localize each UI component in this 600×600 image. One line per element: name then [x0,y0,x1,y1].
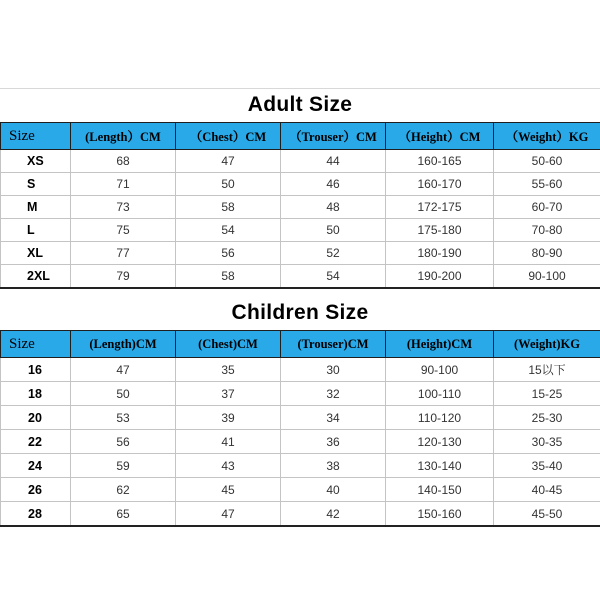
header-size: Size [1,123,71,150]
trouser-cell: 50 [281,219,386,242]
table-row [1,502,600,527]
weight-cell: 80-90 [494,242,600,265]
chest-cell: 58 [176,196,281,219]
children-size-title: Children Size [231,301,369,324]
weight-cell: 25-30 [494,406,600,430]
length-cell: 71 [71,173,176,196]
header-weight: (Weight)KG [494,331,600,358]
height-cell: 160-165 [386,150,494,173]
chest-cell: 47 [176,150,281,173]
table-row [1,173,600,196]
header-trouser: （Trouser）CM [281,123,386,150]
trouser-cell: 46 [281,173,386,196]
adult-size-title: Adult Size [247,93,353,116]
chest-cell: 58 [176,265,281,289]
weight-cell: 60-70 [494,196,600,219]
chest-cell: 43 [176,454,281,478]
size-cell: 28 [1,502,71,527]
chest-cell: 50 [176,173,281,196]
chest-cell: 37 [176,382,281,406]
size-cell: 26 [1,478,71,502]
size-cell: 20 [1,406,71,430]
height-cell: 150-160 [386,502,494,527]
header-length: (Length)CM [71,331,176,358]
size-cell: XS [1,150,71,173]
height-cell: 110-120 [386,406,494,430]
trouser-cell: 42 [281,502,386,527]
weight-cell: 50-60 [494,150,600,173]
size-cell: L [1,219,71,242]
weight-cell: 55-60 [494,173,600,196]
size-cell: 2XL [1,265,71,289]
height-cell: 172-175 [386,196,494,219]
children-header-row [1,331,600,358]
chest-cell: 35 [176,358,281,382]
chest-cell: 45 [176,478,281,502]
weight-cell: 30-35 [494,430,600,454]
size-cell: 24 [1,454,71,478]
size-cell: XL [1,242,71,265]
size-cell: 16 [1,358,71,382]
size-cell: M [1,196,71,219]
chest-cell: 56 [176,242,281,265]
height-cell: 130-140 [386,454,494,478]
length-cell: 73 [71,196,176,219]
length-cell: 68 [71,150,176,173]
header-size: Size [1,331,71,358]
weight-cell: 45-50 [494,502,600,527]
length-cell: 47 [71,358,176,382]
table-row [1,196,600,219]
table-row [1,150,600,173]
header-chest: （Chest）CM [176,123,281,150]
table-row [1,430,600,454]
length-cell: 62 [71,478,176,502]
adult-size-section [0,88,600,289]
trouser-cell: 36 [281,430,386,454]
height-cell: 160-170 [386,173,494,196]
trouser-cell: 54 [281,265,386,289]
header-length: (Length）CM [71,123,176,150]
length-cell: 77 [71,242,176,265]
children-table-body [1,358,600,527]
length-cell: 79 [71,265,176,289]
trouser-cell: 52 [281,242,386,265]
height-cell: 175-180 [386,219,494,242]
trouser-cell: 32 [281,382,386,406]
weight-cell: 35-40 [494,454,600,478]
children-size-section [0,296,600,527]
size-cell: 18 [1,382,71,406]
height-cell: 140-150 [386,478,494,502]
table-row [1,382,600,406]
chest-cell: 41 [176,430,281,454]
height-cell: 190-200 [386,265,494,289]
adult-table-body [1,150,600,289]
weight-cell: 90-100 [494,265,600,289]
length-cell: 56 [71,430,176,454]
size-cell: 22 [1,430,71,454]
header-chest: (Chest)CM [176,331,281,358]
trouser-cell: 44 [281,150,386,173]
table-row [1,358,600,382]
height-cell: 180-190 [386,242,494,265]
size-cell: S [1,173,71,196]
table-row [1,242,600,265]
weight-cell: 15以下 [494,358,600,382]
header-height: （Height）CM [386,123,494,150]
header-height: (Height)CM [386,331,494,358]
height-cell: 90-100 [386,358,494,382]
trouser-cell: 40 [281,478,386,502]
trouser-cell: 38 [281,454,386,478]
chest-cell: 39 [176,406,281,430]
children-size-table [0,330,600,527]
header-trouser: (Trouser)CM [281,331,386,358]
table-row [1,265,600,289]
table-row [1,454,600,478]
height-cell: 120-130 [386,430,494,454]
table-row [1,478,600,502]
length-cell: 59 [71,454,176,478]
weight-cell: 70-80 [494,219,600,242]
length-cell: 75 [71,219,176,242]
chest-cell: 47 [176,502,281,527]
adult-header-row [1,123,600,150]
length-cell: 50 [71,382,176,406]
trouser-cell: 48 [281,196,386,219]
length-cell: 53 [71,406,176,430]
table-row [1,406,600,430]
weight-cell: 40-45 [494,478,600,502]
weight-cell: 15-25 [494,382,600,406]
adult-size-table [0,122,600,289]
trouser-cell: 34 [281,406,386,430]
chest-cell: 54 [176,219,281,242]
length-cell: 65 [71,502,176,527]
table-row [1,219,600,242]
trouser-cell: 30 [281,358,386,382]
height-cell: 100-110 [386,382,494,406]
header-weight: （Weight）KG [494,123,600,150]
